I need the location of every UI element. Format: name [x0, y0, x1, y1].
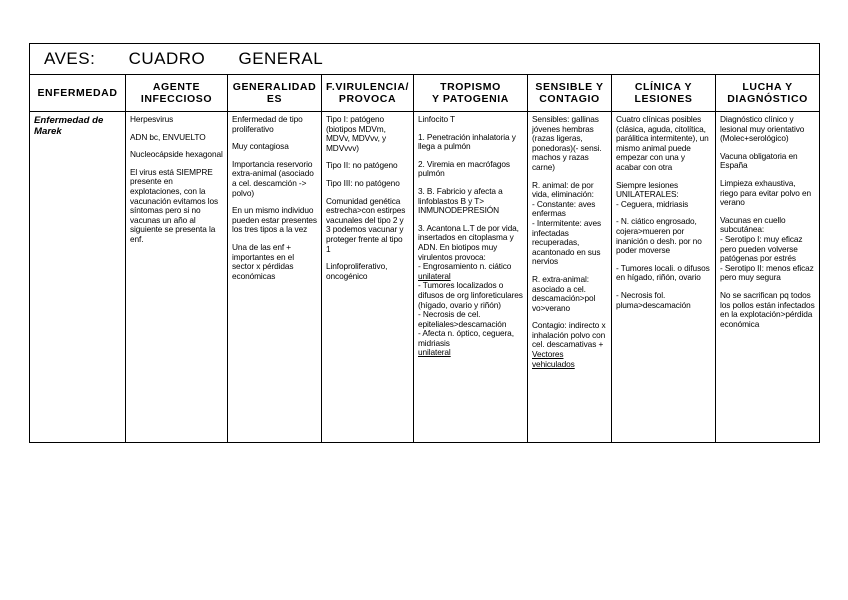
tropismo-text — [418, 281, 523, 358]
cell-enfermedad: Enfermedad de Marek — [30, 112, 126, 443]
sensible-text: Sensibles: gallinas jóvenes hembras (razas ligeras, ponedoras)(- sensi. machos y razas carne) — [532, 114, 602, 172]
cell-lucha — [716, 112, 820, 443]
header-enfermedad: ENFERMEDAD — [30, 75, 126, 112]
header-lucha: LUCHA Y DIAGNÓSTICO — [716, 75, 820, 112]
clinica-text: Siempre lesiones UNILATERALES: - Ceguera, midriasis — [616, 179, 689, 209]
sensible-text: R. animal: de por vida, eliminación: - Constante: aves enfermas - Intermitente: aves infectadas recuperadas, acantonado en sus nervios — [532, 179, 602, 267]
cell-tropismo — [414, 112, 528, 443]
generalidades-text: En un mismo individuo pueden estar presentes los tres tipos a la vez — [232, 205, 317, 235]
lucha-text: Vacuna obligatoria en España — [720, 150, 798, 171]
sensible-text-part: Contagio: indirecto x inhalación polvo con cel. descamativas + — [532, 320, 606, 350]
summary-table — [29, 43, 820, 443]
header-row — [30, 75, 820, 112]
sensible-text: R. extra-animal: asociado a cel. descamación>pol vo>verano — [532, 273, 596, 313]
lucha-text: Limpieza exhaustiva, riego para evitar polvo en verano — [720, 177, 812, 208]
clinica-text: Cuatro clínicas posibles (clásica, aguda, citolítica, parálitica intermitente), un mismo animal puede empezar con una y acabar con otra — [616, 114, 709, 172]
title-row — [30, 44, 820, 75]
virulencia-text: Tipo II: no patógeno — [326, 160, 398, 171]
virulencia-text: Comunidad genética estrecha>con estirpes vacunales del tipo 2 y 3 podemos vacunar y proteger frente al tipo 1 — [326, 195, 406, 254]
tropismo-text: 1. Penetración inhalatoria y llega a pulmón — [418, 131, 516, 152]
header-clinica: CLÍNICA Y LESIONES — [612, 75, 716, 112]
title-part-cuadro: CUADRO — [128, 49, 206, 68]
title-part-general: GENERAL — [238, 49, 324, 68]
tropismo-text-part: - Tumores localizados o difusos de org linforeticulares (hígado, ovario y riñón) - Necrosis de cel. epiteliales>descamación - Afecta n. óptico, ceguera, midriasis — [418, 280, 523, 348]
tropismo-text — [418, 224, 523, 282]
header-sensible: SENSIBLE Y CONTAGIO — [528, 75, 612, 112]
clinica-text: - Necrosis fol. pluma>descamación — [616, 289, 691, 310]
cell-generalidades — [228, 112, 322, 443]
virulencia-text: Tipo I: patógeno (biotipos MDVm, MDVv, MDVvv, y MDVvvv) — [326, 114, 387, 153]
cell-virulencia — [322, 112, 414, 443]
generalidades-text: Enfermedad de tipo proliferativo — [232, 114, 303, 134]
lucha-text: Diagnóstico clínico y lesional muy orientativo (Molec+serológico) — [720, 114, 805, 144]
sensible-text — [532, 321, 607, 369]
title-part-aves: AVES: — [44, 49, 96, 68]
clinica-text: - N. ciático engrosado, cojera>mueren por inanición o desh. por no poder moverse — [616, 216, 702, 256]
header-generalidades: GENERALIDAD ES — [228, 75, 322, 112]
cell-sensible — [528, 112, 612, 443]
header-agente: AGENTE INFECCIOSO — [126, 75, 228, 112]
sensible-underlined: Vectores vehiculados — [532, 349, 575, 369]
tropismo-text: 2. Viremia en macrófagos pulmón — [418, 158, 510, 179]
generalidades-text: Importancia reservorio extra-animal (asociado a cel. descamción -> polvo) — [232, 158, 314, 198]
agente-text: Herpesvirus — [130, 114, 174, 124]
clinica-text: - Tumores locali. o difusos en hígado, riñón, ovario — [616, 262, 710, 283]
tropismo-text: Linfocito T — [418, 114, 456, 124]
tropismo-text-part: 3. Acantona L.T de por vida, insertados en citoplasma y ADN. En biotipos muy virulentos provoca: - Engrosamiento n. ciático — [418, 222, 519, 272]
generalidades-text: Una de las enf + importantes en el sector x pérdidas económicas — [232, 241, 294, 281]
header-tropismo: TROPISMO Y PATOGENIA — [414, 75, 528, 112]
virulencia-text: Linfoproliferativo, oncogénico — [326, 261, 388, 281]
tropismo-text: 3. B. Fabricio y afecta a linfoblastos B y T> INMUNODEPRESIÓN — [418, 185, 503, 216]
lucha-text: Vacunas en cuello subcutánea: - Serotipo I: muy eficaz pero pueden volverse patógenas por estrés - Serotipo II: menos eficaz pero muy segura — [720, 214, 814, 283]
virulencia-text: Tipo III: no patógeno — [326, 177, 400, 188]
lucha-text: No se sacrifican pq todos los pollos están infectados en la explotación>pérdida económica — [720, 289, 815, 329]
generalidades-text: Muy contagiosa — [232, 141, 289, 152]
summary-table-container — [29, 43, 819, 443]
agente-text: Nucleocápside hexagonal — [130, 149, 223, 160]
cell-agente — [126, 112, 228, 443]
header-virulencia: F.VIRULENCIA/ PROVOCA — [322, 75, 414, 112]
tropismo-underlined: unilateral — [418, 347, 451, 358]
table-row — [30, 112, 820, 443]
agente-text: El virus está SIEMPRE presente en explotaciones, con la vacunación evitamos los síntomas pero si no vacunas un año al siguiente se presenta la enf. — [130, 166, 219, 244]
agente-text: ADN bc, ENVUELTO — [130, 131, 206, 142]
page-title — [30, 44, 820, 75]
tropismo-underlined: unilateral — [418, 270, 451, 281]
cell-clinica — [612, 112, 716, 443]
